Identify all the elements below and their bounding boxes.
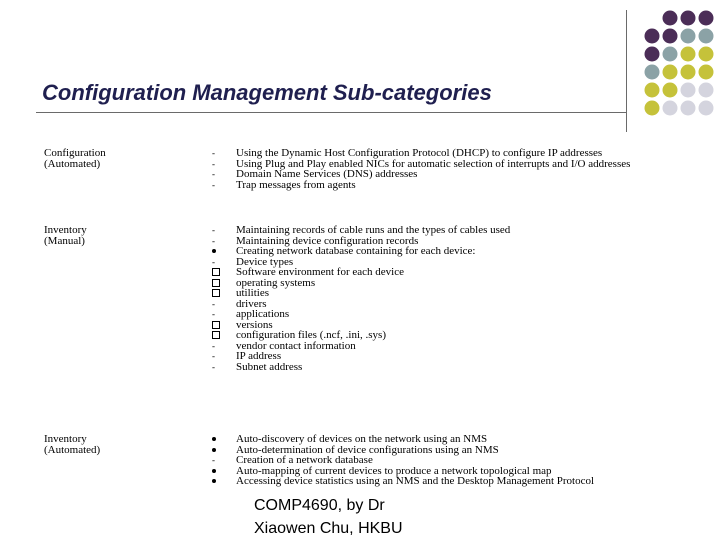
decorative-dot: [663, 101, 678, 116]
list-item: Using Plug and Play enabled NICs for automatic selection of interrupts and I/O addresses: [236, 157, 631, 170]
decorative-dot: [663, 47, 678, 62]
dash-bullet: [212, 362, 226, 373]
decorative-dot: [681, 101, 696, 116]
category-label: Inventory (Automated): [44, 433, 101, 456]
dot-bullet: [212, 476, 226, 487]
decorative-dot: [699, 65, 714, 80]
list-item: Using the Dynamic Host Configuration Protocol (DHCP) to configure IP addresses: [236, 147, 603, 159]
decorative-dot: [663, 83, 678, 98]
item-list: [236, 434, 594, 487]
dot-bullet: [212, 434, 226, 445]
dash-bullet: [212, 455, 226, 466]
decorative-dot: [681, 47, 696, 62]
title-divider-vertical: [626, 10, 627, 132]
dash-bullet: [212, 257, 226, 268]
list-item: operating systems: [236, 276, 316, 289]
item-list: [236, 225, 510, 372]
decorative-dot: [699, 47, 714, 62]
dot-bullet: [212, 466, 226, 477]
dot-bullet: [212, 246, 226, 257]
list-item: Software environment for each device: [236, 266, 404, 278]
dash-bullet: [212, 236, 226, 247]
list-item: Maintaining device configuration records: [236, 234, 419, 247]
footer-credit: [254, 494, 403, 540]
bullet-column: [212, 148, 226, 190]
list-item: vendor contact information: [236, 339, 356, 352]
box-bullet: [212, 320, 226, 331]
dash-bullet: [212, 341, 226, 352]
decorative-dot: [645, 47, 660, 62]
box-bullet: [212, 330, 226, 341]
item-list: [236, 148, 630, 190]
dot-bullet: [212, 445, 226, 456]
list-item: Subnet address: [236, 360, 303, 373]
list-item: drivers: [236, 297, 267, 310]
dash-bullet: [212, 309, 226, 320]
decorative-dot: [645, 83, 660, 98]
dash-bullet: [212, 148, 226, 159]
list-item: Device types: [236, 255, 294, 268]
list-item: IP address: [236, 350, 282, 362]
footer-line: COMP4690, by Dr: [254, 497, 385, 514]
dash-bullet: [212, 159, 226, 170]
dash-bullet: [212, 225, 226, 236]
list-item: applications: [236, 308, 290, 320]
bullet-column: [212, 434, 226, 487]
decorative-dot: [645, 101, 660, 116]
list-item: utilities: [236, 287, 269, 299]
decorative-dot: [681, 83, 696, 98]
decorative-dot: [681, 65, 696, 80]
decorative-dot: [699, 101, 714, 116]
box-bullet: [212, 278, 226, 289]
list-item: Accessing device statistics using an NMS and the Desktop Management Protocol: [236, 475, 595, 487]
list-item: Maintaining records of cable runs and the types of cables used: [236, 224, 511, 236]
dash-bullet: [212, 299, 226, 310]
slide-title: Configuration Management Sub-categories: [42, 80, 492, 105]
dash-bullet: [212, 180, 226, 191]
dash-bullet: [212, 169, 226, 180]
decorative-dot-grid: [0, 0, 720, 140]
list-item: Auto-discovery of devices on the network using an NMS: [236, 433, 488, 445]
decorative-dot: [663, 11, 678, 26]
category-label: Configuration (Automated): [44, 147, 106, 170]
list-item: Auto-determination of device configurations using an NMS: [236, 443, 499, 456]
box-bullet: [212, 288, 226, 299]
footer-line: Xiaowen Chu, HKBU: [254, 520, 403, 537]
decorative-dot: [699, 83, 714, 98]
decorative-dot: [699, 11, 714, 26]
list-item: Auto-mapping of current devices to produce a network topological map: [236, 464, 552, 477]
decorative-dot: [681, 11, 696, 26]
list-item: Creating network database containing for each device:: [236, 245, 476, 257]
list-item: Creation of a network database: [236, 454, 373, 466]
decorative-dot: [699, 29, 714, 44]
list-item: Domain Name Services (DNS) addresses: [236, 168, 418, 180]
decorative-dot: [645, 29, 660, 44]
bullet-column: [212, 225, 226, 372]
category-label: Inventory (Manual): [44, 224, 87, 247]
title-divider-horizontal: [36, 112, 626, 113]
list-item: versions: [236, 318, 273, 331]
box-bullet: [212, 267, 226, 278]
decorative-dot: [681, 29, 696, 44]
decorative-dot: [663, 29, 678, 44]
list-item: Trap messages from agents: [236, 178, 356, 191]
decorative-dot: [663, 65, 678, 80]
list-item: configuration files (.ncf, .ini, .sys): [236, 329, 386, 341]
decorative-dot: [645, 65, 660, 80]
dash-bullet: [212, 351, 226, 362]
